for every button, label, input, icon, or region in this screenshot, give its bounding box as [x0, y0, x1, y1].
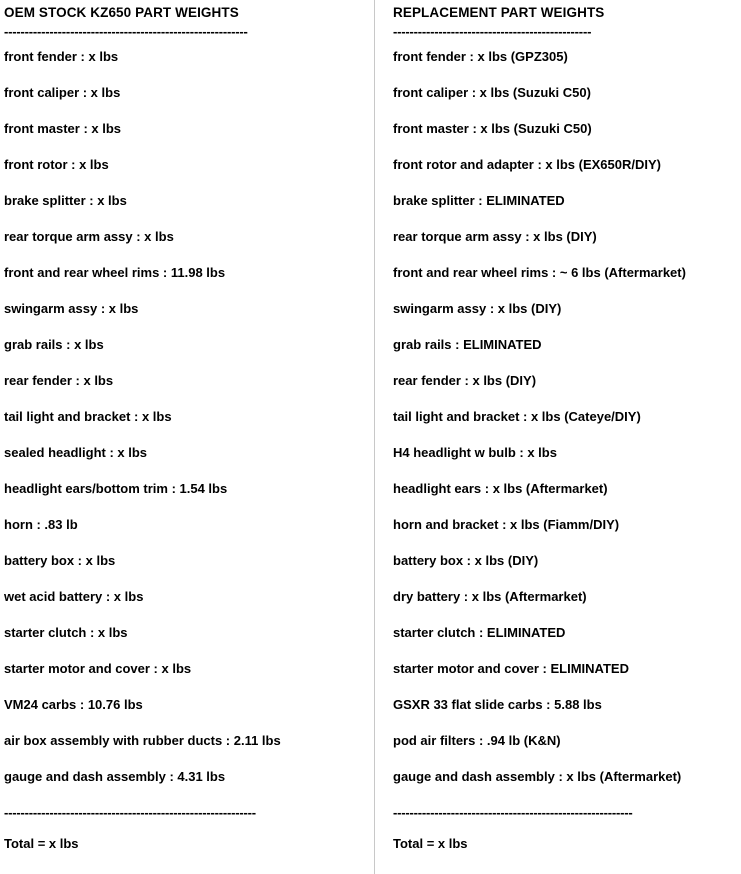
list-item: swingarm assy : x lbs	[4, 301, 139, 316]
list-item: tail light and bracket : x lbs (Cateye/DIY)	[393, 409, 641, 424]
list-item: rear torque arm assy : x lbs (DIY)	[393, 229, 597, 244]
list-item: sealed headlight : x lbs	[4, 445, 148, 460]
replacement-footer-rule: ----------------------------------------------------------	[393, 805, 633, 820]
list-item: front rotor and adapter : x lbs (EX650R/DIY)	[393, 157, 661, 172]
list-item: horn and bracket : x lbs (Fiamm/DIY)	[393, 517, 620, 532]
replacement-column-title: REPLACEMENT PART WEIGHTS	[393, 5, 605, 20]
replacement-column	[376, 0, 741, 874]
list-item: front and rear wheel rims : ~ 6 lbs (Aftermarket)	[393, 265, 686, 280]
list-item: VM24 carbs : 10.76 lbs	[4, 697, 143, 712]
list-item: front and rear wheel rims : 11.98 lbs	[4, 265, 226, 280]
oem-total: Total = x lbs	[4, 836, 79, 851]
list-item: front master : x lbs (Suzuki C50)	[393, 121, 592, 136]
list-item: front master : x lbs	[4, 121, 122, 136]
list-item: starter clutch : x lbs	[4, 625, 128, 640]
oem-column-title: OEM STOCK KZ650 PART WEIGHTS	[4, 5, 239, 20]
list-item: front rotor : x lbs	[4, 157, 109, 172]
column-divider	[374, 0, 375, 874]
list-item: headlight ears : x lbs (Aftermarket)	[393, 481, 608, 496]
list-item: starter clutch : ELIMINATED	[393, 625, 566, 640]
list-item: battery box : x lbs (DIY)	[393, 553, 539, 568]
list-item: starter motor and cover : ELIMINATED	[393, 661, 629, 676]
list-item: front caliper : x lbs (Suzuki C50)	[393, 85, 591, 100]
list-item: front fender : x lbs (GPZ305)	[393, 49, 568, 64]
list-item: air box assembly with rubber ducts : 2.11 lbs	[4, 733, 281, 748]
list-item: horn : .83 lb	[4, 517, 78, 532]
list-item: wet acid battery : x lbs	[4, 589, 144, 604]
list-item: front caliper : x lbs	[4, 85, 121, 100]
list-item: swingarm assy : x lbs (DIY)	[393, 301, 562, 316]
oem-footer-rule: -------------------------------------------------------------	[4, 805, 256, 820]
list-item: starter motor and cover : x lbs	[4, 661, 192, 676]
list-item: dry battery : x lbs (Aftermarket)	[393, 589, 587, 604]
list-item: GSXR 33 flat slide carbs : 5.88 lbs	[393, 697, 602, 712]
list-item: rear fender : x lbs	[4, 373, 114, 388]
list-item: rear fender : x lbs (DIY)	[393, 373, 537, 388]
list-item: headlight ears/bottom trim : 1.54 lbs	[4, 481, 228, 496]
replacement-total: Total = x lbs	[393, 836, 468, 851]
list-item: brake splitter : ELIMINATED	[393, 193, 565, 208]
list-item: brake splitter : x lbs	[4, 193, 127, 208]
list-item: gauge and dash assembly : x lbs (Aftermarket)	[393, 769, 682, 784]
list-item: grab rails : ELIMINATED	[393, 337, 542, 352]
list-item: gauge and dash assembly : 4.31 lbs	[4, 769, 226, 784]
replacement-title-rule: ------------------------------------------------	[393, 24, 592, 39]
oem-title-rule: -----------------------------------------------------------	[4, 24, 248, 39]
list-item: grab rails : x lbs	[4, 337, 104, 352]
list-item: H4 headlight w bulb : x lbs	[393, 445, 557, 460]
list-item: pod air filters : .94 lb (K&N)	[393, 733, 561, 748]
list-item: rear torque arm assy : x lbs	[4, 229, 174, 244]
list-item: front fender : x lbs	[4, 49, 119, 64]
list-item: tail light and bracket : x lbs	[4, 409, 172, 424]
list-item: battery box : x lbs	[4, 553, 116, 568]
